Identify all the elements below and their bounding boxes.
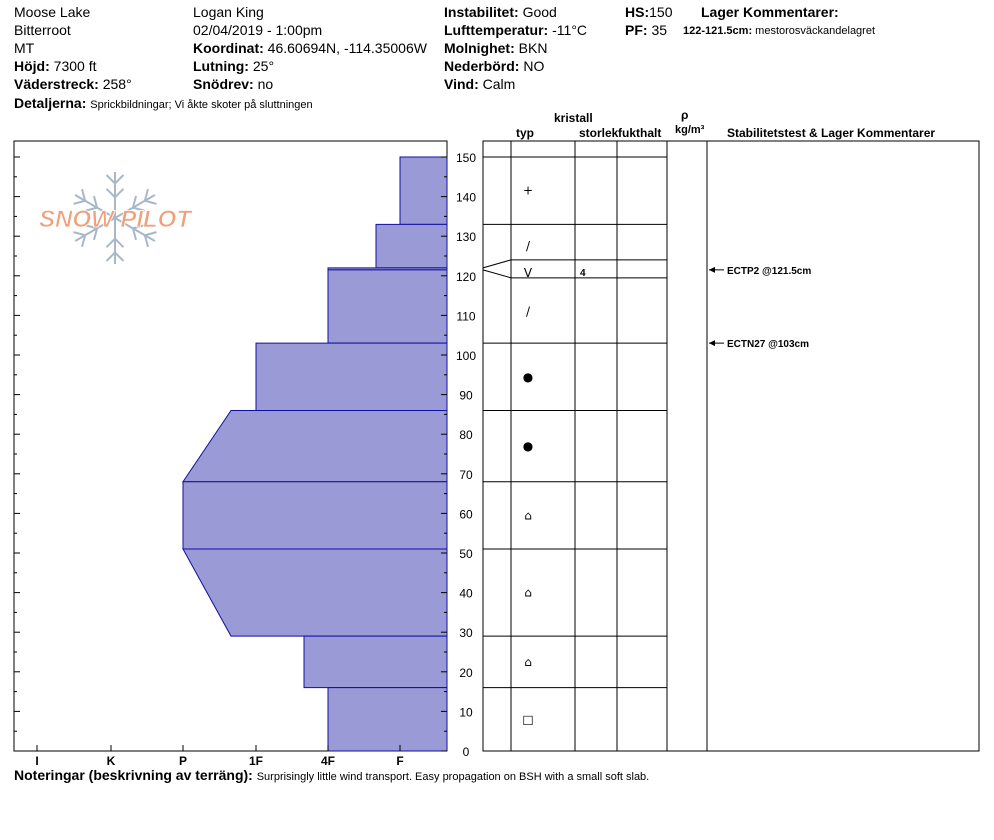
crystal-type-symbol: + bbox=[522, 183, 534, 198]
stability-test-label: ECTP2 @121.5cm bbox=[727, 265, 812, 277]
hs-label: HS: bbox=[625, 4, 650, 20]
stability-test-arrowhead bbox=[709, 267, 715, 273]
crystal-type-symbol: ⌂ bbox=[524, 508, 532, 523]
footer-notes bbox=[14, 767, 649, 783]
hardness-layer-4 bbox=[256, 343, 447, 410]
crystal-type-symbol: ● bbox=[522, 439, 534, 454]
crystal-size-value: 4 bbox=[580, 267, 586, 279]
location-name: Moose Lake bbox=[14, 4, 91, 20]
snowflake-branch bbox=[107, 239, 115, 247]
depth-tick-label: 70 bbox=[459, 467, 473, 482]
instability-label: Instabilitet: bbox=[444, 4, 519, 20]
aspect-value: 258° bbox=[102, 76, 132, 92]
pf-value: 35 bbox=[651, 22, 668, 38]
snowflake-branch bbox=[115, 175, 123, 183]
crystal-type-symbol: ⌂ bbox=[524, 585, 532, 600]
hs-value: 150 bbox=[649, 4, 673, 20]
aspect-label: Väderstreck: bbox=[14, 76, 99, 92]
layer-comments-title: Lager Kommentarer: bbox=[701, 4, 839, 20]
depth-tick-label: 50 bbox=[459, 547, 473, 561]
depth-tick-label: 90 bbox=[459, 388, 473, 403]
depth-tick-label: 100 bbox=[455, 349, 477, 363]
depth-tick-label: 60 bbox=[459, 507, 473, 522]
footer-label: Noteringar (beskrivning av terräng): bbox=[14, 767, 253, 783]
depth-tick-label: 40 bbox=[459, 586, 473, 601]
blowing-snow-value: no bbox=[257, 76, 274, 92]
hardness-layer-0 bbox=[400, 157, 447, 224]
crystal-type-symbol: / bbox=[525, 304, 531, 319]
hardness-layer-8 bbox=[304, 636, 447, 687]
stability-header: Stabilitetstest & Lager Kommentarer bbox=[727, 126, 936, 140]
snowpilot-logo: SNOW PILOT bbox=[39, 206, 191, 233]
depth-tick-label: 140 bbox=[455, 190, 477, 205]
wind-label: Vind: bbox=[444, 76, 479, 92]
depth-tick-label: 130 bbox=[455, 230, 477, 245]
density-unit-header: kg/m³ bbox=[675, 124, 705, 136]
air-temp-value: -11°C bbox=[552, 22, 588, 38]
snowflake-branch bbox=[74, 201, 86, 204]
crystal-type-symbol: □ bbox=[522, 712, 534, 727]
sky-label: Molnighet: bbox=[444, 40, 515, 56]
footer-value: Surprisingly little wind transport. Easy propagation on BSH with a small soft slab. bbox=[256, 771, 650, 783]
hardness-layer-7 bbox=[183, 549, 447, 636]
depth-tick-label: 0 bbox=[462, 745, 470, 759]
layer-table-frame bbox=[483, 141, 979, 751]
crystal-header: kristall bbox=[554, 111, 593, 125]
hardness-tick-label: K bbox=[106, 754, 116, 768]
depth-tick-label: 120 bbox=[455, 269, 477, 284]
layer-comment-depth: 122-121.5cm: bbox=[683, 25, 753, 37]
layer-boundary-connector bbox=[483, 260, 511, 268]
snowflake-branch bbox=[107, 253, 115, 261]
details-label: Detaljerna: bbox=[14, 95, 87, 111]
precip-label: Nederbörd: bbox=[444, 58, 520, 74]
layer-comment-text: mestorosväckandelagret bbox=[755, 25, 876, 37]
rho-header: ρ bbox=[681, 108, 689, 122]
crystal-type-symbol: ● bbox=[522, 369, 534, 384]
snowflake-branch bbox=[115, 239, 123, 247]
hardness-tick-label: I bbox=[35, 754, 39, 768]
slope-value: 25° bbox=[252, 58, 275, 74]
snowflake-branch bbox=[145, 201, 157, 204]
crystal-type-symbol: V bbox=[523, 265, 533, 280]
moisture-header: fukthalt bbox=[618, 126, 662, 140]
layer-boundary-connector bbox=[483, 270, 511, 278]
elevation-value: 7300 ft bbox=[53, 58, 97, 74]
coordinates-label: Koordinat: bbox=[193, 40, 264, 56]
crystal-type-symbol: / bbox=[525, 239, 531, 254]
depth-tick-label: 30 bbox=[459, 626, 473, 641]
snowflake-branch bbox=[115, 253, 123, 261]
depth-tick-label: 10 bbox=[459, 705, 473, 720]
range-name: Bitterroot bbox=[14, 22, 71, 38]
stability-test-arrowhead bbox=[709, 340, 715, 346]
depth-tick-label: 150 bbox=[455, 151, 477, 165]
air-temp-label: Lufttemperatur: bbox=[444, 22, 549, 38]
hardness-tick-label: 1F bbox=[248, 754, 264, 768]
blowing-snow-label: Snödrev: bbox=[193, 76, 254, 92]
depth-tick-label: 80 bbox=[459, 428, 473, 443]
sky-value: BKN bbox=[518, 40, 548, 56]
hardness-layer-6 bbox=[183, 482, 447, 549]
snowflake-branch bbox=[115, 189, 123, 197]
wind-value: Calm bbox=[482, 76, 516, 92]
hardness-layer-3 bbox=[328, 270, 447, 343]
observation-datetime: 02/04/2019 - 1:00pm bbox=[193, 22, 323, 38]
crystal-type-symbol: ⌂ bbox=[524, 654, 532, 669]
depth-tick-label: 20 bbox=[459, 665, 473, 680]
depth-tick-label: 110 bbox=[456, 309, 476, 324]
slope-label: Lutning: bbox=[193, 58, 249, 74]
hardness-layer-5 bbox=[183, 410, 447, 481]
size-header: storlek bbox=[579, 126, 619, 140]
details-value: Sprickbildningar; Vi åkte skoter på sluttningen bbox=[90, 99, 313, 111]
precip-value: NO bbox=[523, 58, 545, 74]
coordinates-value: 46.60694N, -114.35006W bbox=[267, 40, 427, 56]
snowflake-branch bbox=[107, 175, 115, 183]
hardness-layer-9 bbox=[328, 688, 447, 751]
snowflake-branch bbox=[107, 189, 115, 197]
hardness-tick-label: P bbox=[178, 754, 188, 768]
elevation-label: Höjd: bbox=[14, 58, 50, 74]
stability-test-label: ECTN27 @103cm bbox=[727, 339, 810, 351]
hardness-layer-1 bbox=[376, 224, 447, 268]
observer-name: Logan King bbox=[193, 4, 264, 20]
hardness-tick-label: F bbox=[396, 754, 404, 768]
type-header: typ bbox=[516, 126, 534, 140]
instability-value: Good bbox=[522, 4, 557, 20]
pf-label: PF: bbox=[625, 22, 648, 38]
hardness-tick-label: 4F bbox=[320, 754, 336, 768]
state-name: MT bbox=[14, 40, 35, 56]
